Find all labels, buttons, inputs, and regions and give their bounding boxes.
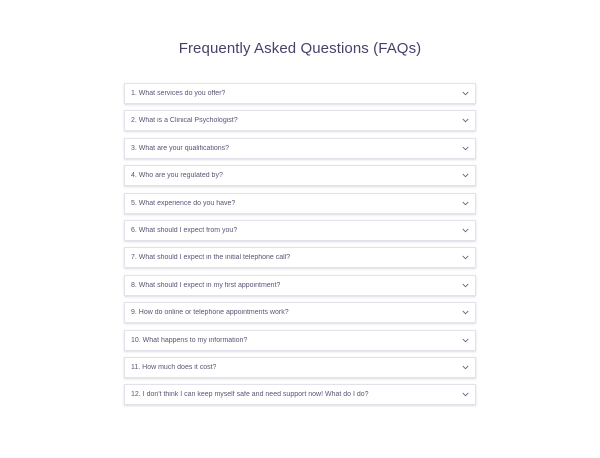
faq-item[interactable]	[124, 357, 476, 378]
faq-item[interactable]	[124, 165, 476, 186]
chevron-down-icon	[461, 281, 469, 289]
faq-question: 1. What services do you offer?	[131, 90, 226, 97]
faq-item[interactable]	[124, 138, 476, 159]
chevron-down-icon	[461, 144, 469, 152]
chevron-down-icon	[461, 226, 469, 234]
faq-item[interactable]	[124, 220, 476, 241]
faq-item[interactable]	[124, 330, 476, 351]
chevron-down-icon	[461, 199, 469, 207]
faq-question: 10. What happens to my information?	[131, 336, 248, 344]
page-title: Frequently Asked Questions (FAQs)	[178, 40, 422, 57]
faq-question: 6. What should I expect from you?	[131, 226, 238, 234]
chevron-down-icon	[461, 172, 469, 180]
faq-question: 11. How much does it cost?	[131, 363, 217, 371]
faq-item[interactable]	[124, 302, 476, 323]
faq-item[interactable]	[124, 83, 476, 104]
chevron-down-icon	[461, 391, 469, 399]
faq-question: 2. What is a Clinical Psychologist?	[131, 117, 238, 125]
faq-item[interactable]	[124, 247, 476, 268]
chevron-down-icon	[461, 309, 469, 317]
chevron-down-icon	[461, 254, 469, 262]
chevron-down-icon	[461, 336, 469, 344]
chevron-down-icon	[461, 363, 469, 371]
faq-item[interactable]	[124, 110, 476, 131]
chevron-down-icon	[461, 117, 469, 125]
faq-question: 12. I don't think I can keep myself safe and need support now! What do I do?	[131, 391, 369, 399]
faq-item[interactable]	[124, 275, 476, 296]
faq-question: 9. How do online or telephone appointments work?	[131, 309, 289, 317]
faq-question: 4. Who are you regulated by?	[131, 172, 223, 180]
faq-item[interactable]	[124, 384, 476, 405]
faq-accordion	[124, 83, 476, 412]
faq-question: 5. What experience do you have?	[131, 199, 236, 207]
faq-question: 8. What should I expect in my first appointment?	[131, 281, 281, 289]
faq-question: 7. What should I expect in the initial telephone call?	[131, 254, 291, 262]
faq-item[interactable]	[124, 193, 476, 214]
chevron-down-icon	[461, 90, 469, 98]
faq-question: 3. What are your qualifications?	[131, 144, 230, 152]
